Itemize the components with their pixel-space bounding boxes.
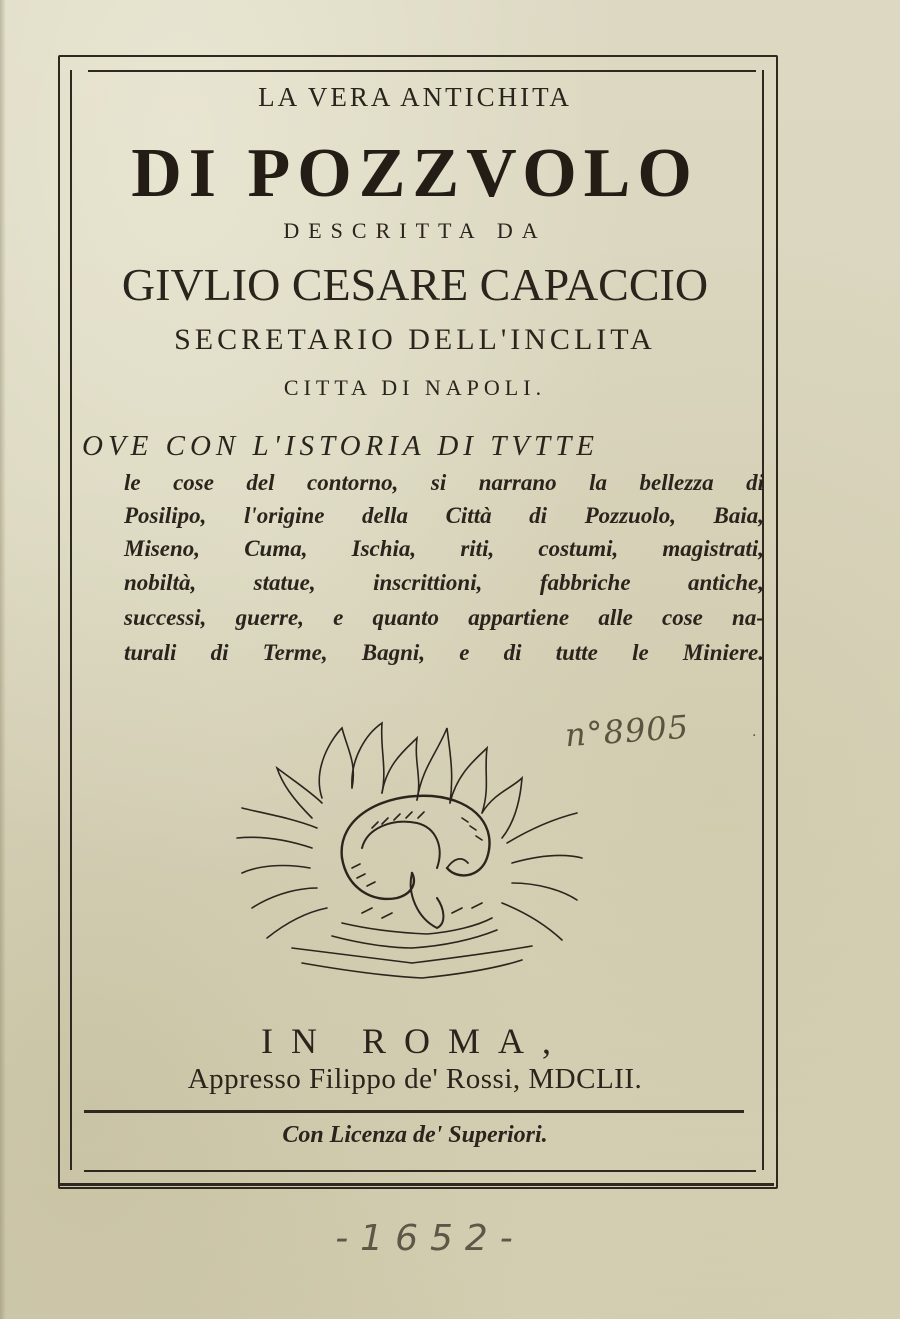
main-title: DI POZZVOLO — [131, 135, 699, 212]
bottom-outer-rule — [58, 1183, 774, 1186]
author-city: CITTA DI NAPOLI. — [283, 375, 547, 400]
top-inner-rule — [88, 70, 756, 72]
imprint-rule — [84, 1110, 744, 1113]
handwritten-dot: · — [752, 728, 757, 744]
description-line: Miseno, Cuma, Ischia, riti, costumi, magistrati, — [124, 536, 764, 561]
author-name: GIVLIO CESARE CAPACCIO — [121, 259, 709, 310]
description-line: successi, guerre, e quanto appartiene alle cose na- — [124, 605, 764, 630]
bottom-inner-rule — [84, 1170, 756, 1172]
handwritten-year: -1652- — [335, 1218, 525, 1259]
handwritten-catalog-number: n°8905 — [563, 707, 691, 755]
description-line: Posilipo, l'origine della Città di Pozzuolo, Baia, — [124, 503, 764, 528]
description-heading: OVE CON L'ISTORIA DI TVTTE — [82, 430, 600, 462]
description-line: nobiltà, statue, inscrittioni, fabbriche antiche, — [124, 570, 764, 595]
license-line: Con Licenza de' Superiori. — [282, 1122, 548, 1148]
title-descritta-da: DESCRITTA DA — [283, 218, 547, 243]
author-title: SECRETARIO DELL'INCLITA — [174, 323, 656, 356]
imprint-publisher: Appresso Filippo de' Rossi, MDCLII. — [187, 1063, 643, 1095]
imprint-city: IN ROMA, — [260, 1021, 569, 1061]
title-line-1: LA VERA ANTICHITA — [258, 82, 572, 112]
page-edge-shadow — [0, 0, 6, 1319]
description-line: turali di Terme, Bagni, e di tutte le Miniere. — [124, 640, 764, 665]
salamander-in-flames-woodcut-icon — [222, 708, 602, 990]
description-line: le cose del contorno, si narrano la bellezza di — [124, 470, 764, 495]
